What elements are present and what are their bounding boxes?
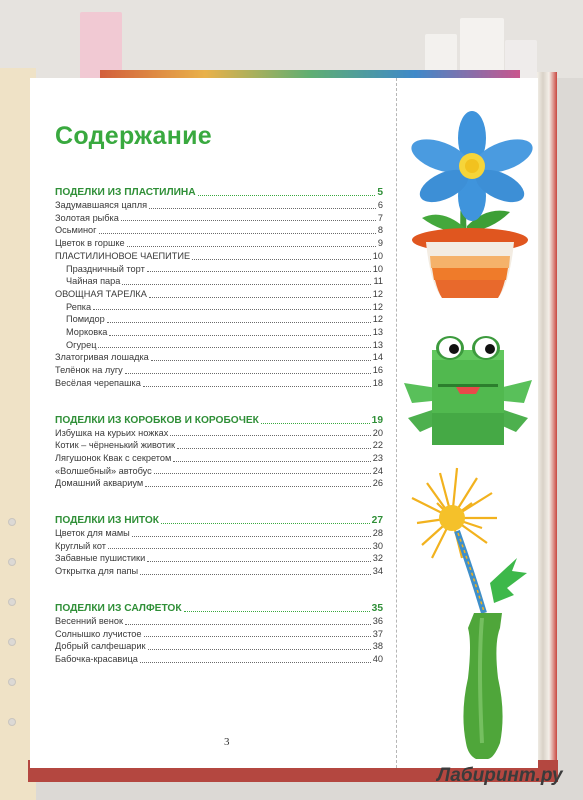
book-page bbox=[30, 78, 538, 768]
dot-leader bbox=[170, 435, 370, 436]
toc-entry-title: Цветок в горшке bbox=[55, 238, 125, 249]
toc-entry bbox=[55, 653, 383, 666]
toc-entry bbox=[55, 237, 383, 250]
dot-leader bbox=[99, 233, 376, 234]
toc-page-number: 12 bbox=[372, 288, 383, 299]
toc-entry-title: Морковка bbox=[66, 327, 108, 338]
toc-entry bbox=[55, 351, 383, 364]
toc-page-number: 14 bbox=[372, 352, 383, 363]
toc-entry bbox=[55, 540, 383, 553]
toc-entry bbox=[55, 301, 383, 314]
dot-leader bbox=[161, 523, 370, 524]
dot-leader bbox=[149, 208, 376, 209]
toc-entry bbox=[55, 275, 383, 288]
toc-entry bbox=[55, 339, 383, 352]
toc-page-number: 26 bbox=[372, 478, 383, 489]
toc-page-number: 12 bbox=[372, 301, 383, 312]
toc-entry-title: Бабочка-красавица bbox=[55, 653, 138, 664]
toc-page-number: 7 bbox=[377, 212, 383, 223]
toc-chapter-heading bbox=[55, 414, 383, 427]
dot-leader bbox=[125, 373, 371, 374]
toc-entry bbox=[55, 628, 383, 641]
toc-entry-title: ПОДЕЛКИ ИЗ НИТОК bbox=[55, 515, 160, 527]
dot-leader bbox=[148, 649, 371, 650]
toc-page-number: 5 bbox=[377, 187, 383, 198]
toc-entry-title: ПОДЕЛКИ ИЗ КОРОБКОВ И КОРОБОЧЕК bbox=[55, 414, 259, 426]
toc-entry-title: Златогривая лошадка bbox=[55, 352, 149, 363]
dot-leader bbox=[122, 284, 371, 285]
dot-leader bbox=[93, 309, 371, 310]
toc-page-number: 20 bbox=[372, 427, 383, 438]
toc-page-number: 23 bbox=[372, 452, 383, 463]
toc-entry-title: Репка bbox=[66, 301, 92, 312]
dot-leader bbox=[192, 259, 371, 260]
toc-page-number: 22 bbox=[372, 440, 383, 451]
toc-entry-title: Добрый салфешарик bbox=[55, 641, 146, 652]
toc-entry-title: Огурец bbox=[66, 339, 97, 350]
dot-leader bbox=[147, 271, 371, 272]
toc-entry bbox=[55, 565, 383, 578]
toc-entry bbox=[55, 552, 383, 565]
dot-leader bbox=[132, 536, 371, 537]
column-divider bbox=[396, 78, 397, 768]
toc-entry bbox=[55, 288, 383, 301]
toc-page-number: 13 bbox=[372, 327, 383, 338]
toc-entry-title: Весенний венок bbox=[55, 615, 123, 626]
toc-entry bbox=[55, 477, 383, 490]
toc-entry-title: Осьминог bbox=[55, 225, 97, 236]
toc-entry-title: Солнышко лучистое bbox=[55, 628, 142, 639]
dot-leader bbox=[125, 624, 371, 625]
toc-entry-title: Помидор bbox=[66, 314, 105, 325]
dot-leader bbox=[145, 486, 371, 487]
toc-entry-title: Цветок для мамы bbox=[55, 528, 130, 539]
toc-entry bbox=[55, 364, 383, 377]
dot-leader bbox=[140, 574, 371, 575]
toc-entry-title: Лягушонок Квак с секретом bbox=[55, 452, 172, 463]
toc-page-number: 10 bbox=[372, 263, 383, 274]
dot-leader bbox=[261, 423, 370, 424]
toc-entry bbox=[55, 263, 383, 276]
toc-page-number: 36 bbox=[372, 615, 383, 626]
dot-leader bbox=[184, 611, 370, 612]
toc-page-number: 27 bbox=[371, 515, 383, 527]
toc-entry-title: ОВОЩНАЯ ТАРЕЛКА bbox=[55, 288, 147, 299]
toc-entry bbox=[55, 224, 383, 237]
toc-page-number: 40 bbox=[372, 653, 383, 664]
toc-entry-title: Домашний аквариум bbox=[55, 478, 144, 489]
toc-page-number: 13 bbox=[372, 339, 383, 350]
toc-chapter-heading bbox=[55, 602, 383, 615]
dot-leader bbox=[98, 347, 370, 348]
dot-leader bbox=[198, 195, 376, 196]
toc-entry-title: Чайная пара bbox=[66, 276, 121, 287]
toc-page-number: 35 bbox=[371, 602, 383, 614]
toc-entry-title: Праздничный торт bbox=[66, 263, 145, 274]
toc-page-number: 32 bbox=[372, 553, 383, 564]
dot-leader bbox=[107, 322, 371, 323]
dot-leader bbox=[121, 220, 376, 221]
toc-entry bbox=[55, 326, 383, 339]
toc-entry-title: Весёлая черепашка bbox=[55, 377, 141, 388]
watermark: Лабиринт.ру bbox=[437, 765, 563, 786]
toc-entry-title: ПОДЕЛКИ ИЗ САЛФЕТОК bbox=[55, 602, 182, 614]
dot-leader bbox=[147, 561, 371, 562]
toc-entry-title: Золотая рыбка bbox=[55, 212, 119, 223]
toc-page-number: 24 bbox=[372, 465, 383, 476]
dot-leader bbox=[144, 636, 371, 637]
bookmark-tab bbox=[460, 18, 504, 78]
toc-page-number: 30 bbox=[372, 540, 383, 551]
toc-entry-title: Открытка для папы bbox=[55, 566, 139, 577]
dot-leader bbox=[109, 335, 370, 336]
toc-page-number: 38 bbox=[372, 641, 383, 652]
toc-gap bbox=[55, 390, 383, 414]
dot-leader bbox=[154, 473, 371, 474]
toc-gap bbox=[55, 578, 383, 602]
toc-entry bbox=[55, 313, 383, 326]
book-page-edges bbox=[537, 72, 557, 772]
flower-pot-icon bbox=[402, 108, 534, 308]
toc-entry bbox=[55, 377, 383, 390]
toc-page-number: 37 bbox=[372, 628, 383, 639]
toc-chapter-heading bbox=[55, 514, 383, 527]
toc-entry bbox=[55, 615, 383, 628]
toc-entry bbox=[55, 250, 383, 263]
vase-flower-icon bbox=[402, 463, 534, 763]
toc-entry-title: Круглый кот bbox=[55, 540, 106, 551]
page-title: Содержание bbox=[55, 122, 213, 150]
toc-page-number: 19 bbox=[371, 414, 383, 426]
toc-page-number: 18 bbox=[372, 377, 383, 388]
toc-chapter-heading bbox=[55, 186, 383, 199]
frog-icon bbox=[402, 328, 534, 453]
toc-entry bbox=[55, 640, 383, 653]
toc-entry-title: «Волшебный» автобус bbox=[55, 465, 152, 476]
toc-entry-title: ПЛАСТИЛИНОВОЕ ЧАЕПИТИЕ bbox=[55, 250, 191, 261]
toc-page-number: 6 bbox=[377, 200, 383, 210]
dot-leader bbox=[151, 360, 371, 361]
dot-leader bbox=[177, 448, 371, 449]
toc-page-number: 28 bbox=[372, 528, 383, 539]
toc-entry bbox=[55, 199, 383, 212]
toc-page-number: 16 bbox=[372, 365, 383, 376]
toc-entry-title: Забавные пушистики bbox=[55, 553, 146, 564]
toc-entry bbox=[55, 439, 383, 452]
toc-entry-title: Котик – чёрненький животик bbox=[55, 440, 176, 451]
dot-leader bbox=[127, 246, 376, 247]
toc-entry-title: Избушка на курьих ножках bbox=[55, 427, 169, 438]
toc-gap bbox=[55, 490, 383, 514]
toc-page-number: 8 bbox=[377, 225, 383, 236]
toc-entry bbox=[55, 452, 383, 465]
toc-entry bbox=[55, 527, 383, 540]
table-of-contents bbox=[55, 186, 383, 666]
toc-entry bbox=[55, 465, 383, 478]
toc-page-number: 34 bbox=[372, 566, 383, 577]
toc-page-number: 12 bbox=[372, 314, 383, 325]
page-number: 3 bbox=[224, 736, 230, 748]
dot-leader bbox=[108, 548, 371, 549]
dot-leader bbox=[140, 662, 371, 663]
toc-entry bbox=[55, 427, 383, 440]
dot-leader bbox=[149, 297, 371, 298]
toc-page-number: 11 bbox=[373, 276, 383, 287]
toc-entry bbox=[55, 212, 383, 225]
dot-leader bbox=[173, 461, 370, 462]
toc-page-number: 10 bbox=[372, 250, 383, 261]
toc-entry-title: ПОДЕЛКИ ИЗ ПЛАСТИЛИНА bbox=[55, 187, 196, 198]
toc-entry-title: Телёнок на лугу bbox=[55, 365, 123, 376]
toc-entry-title: Задумавшаяся цапля bbox=[55, 200, 148, 210]
dot-leader bbox=[143, 386, 371, 387]
toc-page-number: 9 bbox=[377, 238, 383, 249]
